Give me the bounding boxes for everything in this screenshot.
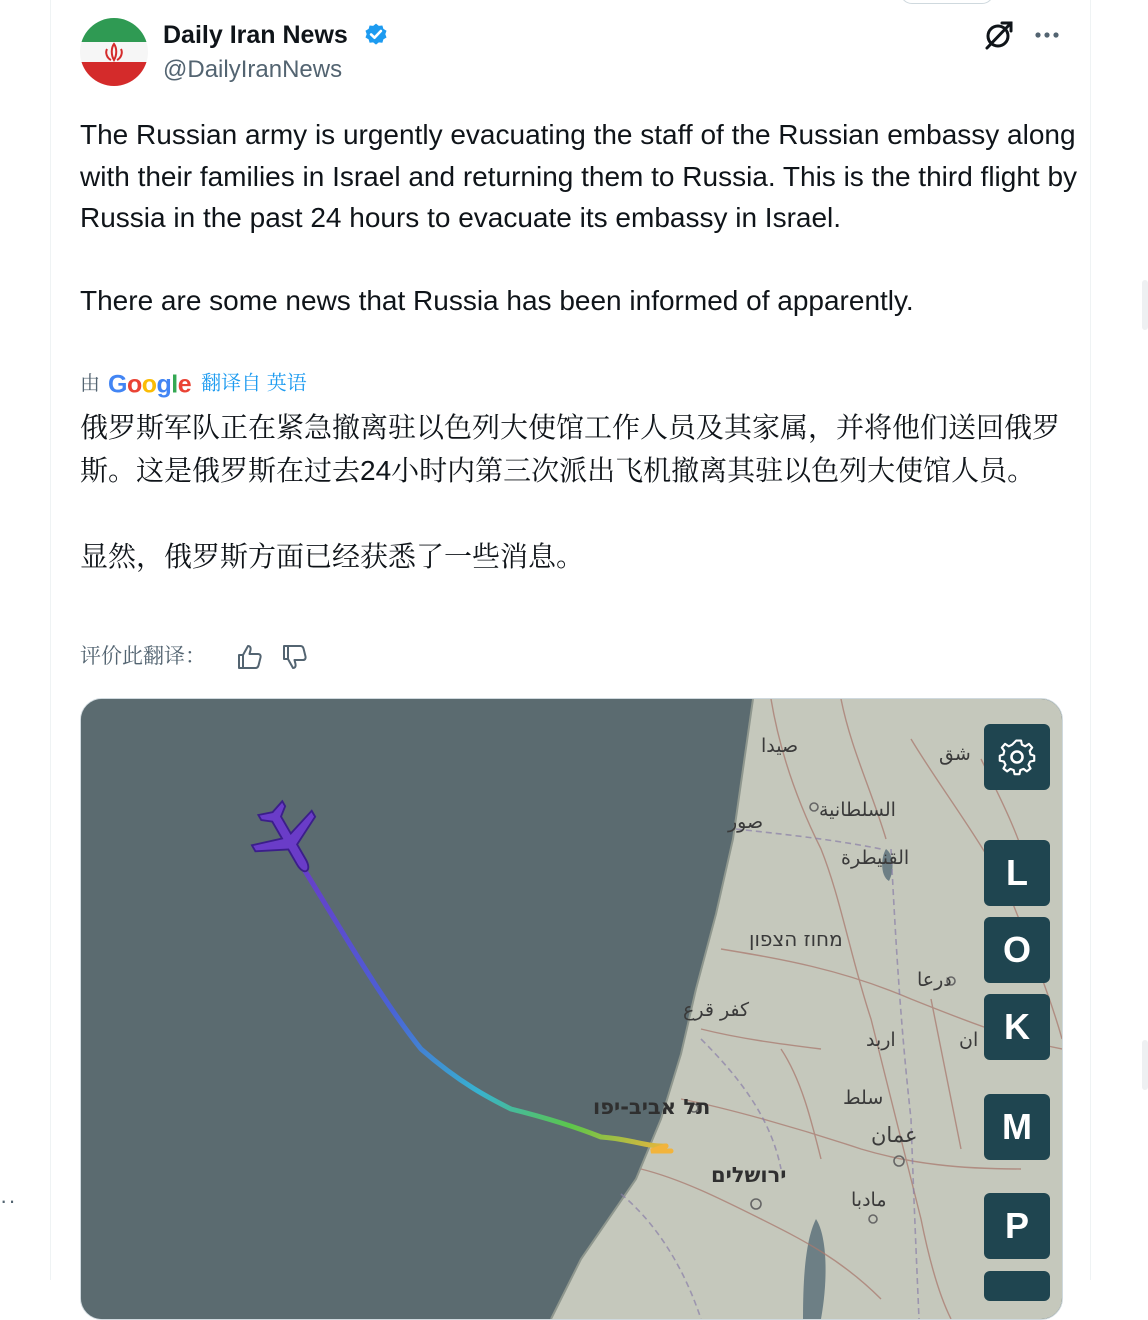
map-canvas[interactable] <box>81 699 1062 1319</box>
translated-body <box>80 406 1080 578</box>
map-label-kafr-qara: كفر قرع <box>683 999 750 1021</box>
author-display-name[interactable]: Daily Iran News <box>163 21 348 49</box>
map-button-k[interactable]: K <box>984 994 1050 1060</box>
map-label-quneitra: القنيطرة <box>841 847 910 869</box>
translation-paragraph-2: 显然，俄罗斯方面已经获悉了一些消息。 <box>80 541 585 572</box>
tweet-header <box>80 18 1070 90</box>
emblem-icon <box>102 41 126 63</box>
map-settings-button[interactable] <box>984 724 1050 790</box>
map-label-tyre: صور <box>728 811 764 833</box>
tweet-paragraph-2: There are some news that Russia has been informed of apparently. <box>80 285 914 316</box>
rate-translation-label: 评价此翻译： <box>80 645 206 668</box>
top-pill-button[interactable] <box>900 0 994 4</box>
map-button-m[interactable]: M <box>984 1094 1050 1160</box>
map-button-o[interactable]: O <box>984 917 1050 983</box>
scrollbar-segment[interactable] <box>1142 280 1148 330</box>
map-button-partial[interactable] <box>984 1271 1050 1301</box>
map-label-sultaniya: السلطانية <box>819 799 896 821</box>
map-label-north-district: מחוז הצפון <box>749 927 843 951</box>
map-button-p[interactable]: P <box>984 1193 1050 1259</box>
google-logo[interactable]: Google <box>108 370 192 399</box>
translation-paragraph-1: 俄罗斯军队正在紧急撤离驻以色列大使馆工作人员及其家属，并将他们送回俄罗斯。这是俄罗斯在过去24小时内第三次派出飞机撤离其驻以色列大使馆人员。 <box>80 412 1061 486</box>
map-label-daraa: درعا <box>917 969 952 991</box>
translated-by-prefix: 由 <box>80 372 100 395</box>
author-handle[interactable]: @DailyIranNews <box>163 56 343 83</box>
map-label-amman: عمان <box>871 1123 918 1147</box>
more-options-icon[interactable] <box>1030 18 1064 52</box>
timeline-right-border <box>1090 0 1091 1280</box>
map-label-jerusalem: ירושלים <box>711 1163 787 1187</box>
scrollbar-segment[interactable] <box>1142 1040 1148 1090</box>
translated-from-link[interactable]: 翻译自 英语 <box>201 372 307 395</box>
translated-by-bar <box>80 366 307 400</box>
flight-map-media[interactable] <box>80 698 1063 1320</box>
map-button-l[interactable]: L <box>984 840 1050 906</box>
map-label-amman-partial: ان <box>959 1029 979 1051</box>
map-label-irbid: اربد <box>866 1029 896 1051</box>
grok-icon[interactable] <box>982 18 1016 52</box>
tweet-paragraph-1: The Russian army is urgently evacuating the staff of the Russian embassy along with their families in Israel and returning them to Russia. This is the third flight by Russia in the past 24 hours to evacuate its embassy in Israel. <box>80 119 1078 233</box>
timeline-left-border <box>50 0 51 1280</box>
tweet-body <box>80 114 1080 322</box>
left-ellipsis[interactable]: ·· <box>0 1188 17 1213</box>
gear-icon <box>984 724 1050 790</box>
map-label-saida: صيدا <box>761 735 799 757</box>
map-label-damascus: شق <box>939 743 971 765</box>
map-label-tel-aviv: תל אביב-יפו <box>593 1095 711 1119</box>
map-label-salt: سلط <box>843 1087 884 1109</box>
verified-badge-icon <box>363 22 389 48</box>
iran-flag-avatar[interactable] <box>80 18 148 86</box>
map-label-madaba: مادبا <box>851 1189 887 1211</box>
thumbs-down-icon[interactable] <box>281 643 309 671</box>
thumbs-up-icon[interactable] <box>236 643 264 671</box>
